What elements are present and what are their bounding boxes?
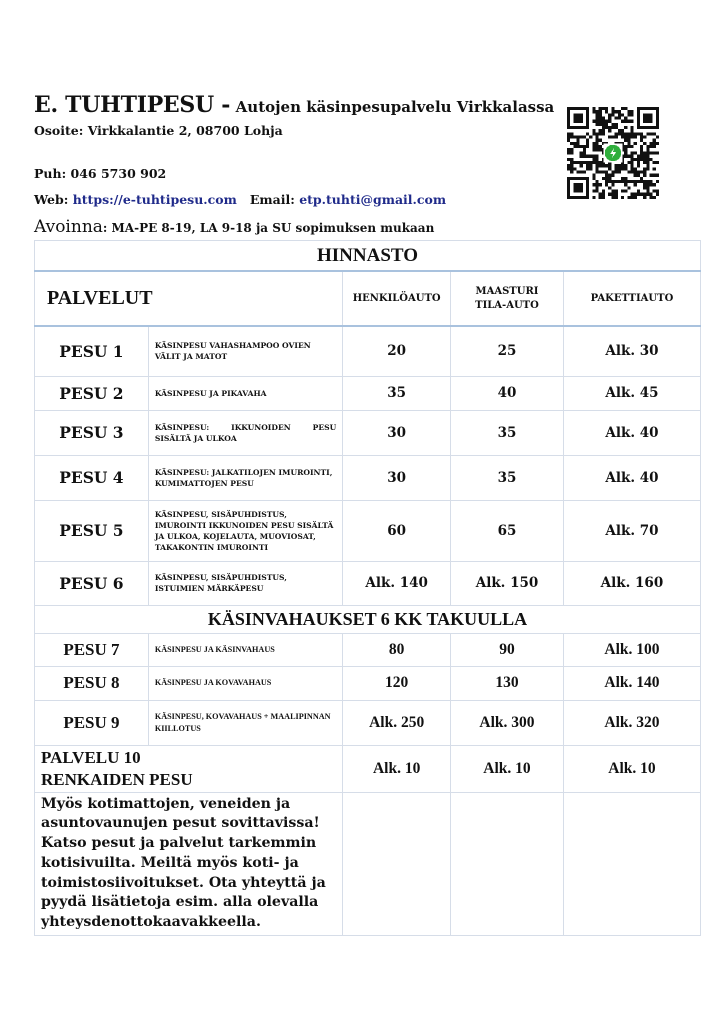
table-row xyxy=(35,561,701,605)
service-name: PESU 4 xyxy=(35,455,149,500)
price-table xyxy=(34,240,701,936)
web-link[interactable]: https://e-tuhtipesu.com xyxy=(72,192,237,207)
price-cell: 20 xyxy=(343,326,451,376)
price-cell: Alk. 140 xyxy=(343,561,451,605)
empty-cell xyxy=(451,792,564,936)
column-header-suv xyxy=(451,271,564,326)
hours-label: Avoinna xyxy=(34,217,103,237)
info-note: Myös kotimattojen, veneiden ja asuntovaunujen pesut sovittavissa! Katso pesut ja palvelut tarkemmin kotisivuilta. Meiltä myös koti- ja toimistosiivoitukset. Ota yhteyttä ja pyydä lisätietoja esim. alla olevalla yhteysdenottokaavakkeella. xyxy=(35,792,343,936)
price-cell: Alk. 70 xyxy=(563,500,700,561)
column-header-suv-line1: MAASTURI xyxy=(475,285,539,297)
email-label: Email: xyxy=(249,192,295,207)
price-cell: Alk. 10 xyxy=(451,745,564,792)
service-description: KÄSINPESU, SISÄPUHDISTUS, ISTUIMIEN MÄRKÄPESU xyxy=(148,561,342,605)
table-row xyxy=(35,500,701,561)
price-cell: Alk. 30 xyxy=(563,326,700,376)
price-cell: 40 xyxy=(451,376,564,410)
table-row xyxy=(35,376,701,410)
table-row xyxy=(35,700,701,745)
price-cell: Alk. 160 xyxy=(563,561,700,605)
opening-hours xyxy=(34,217,434,237)
empty-cell xyxy=(343,792,451,936)
column-header-car-text: HENKILÖAUTO xyxy=(352,292,441,304)
price-cell: Alk. 320 xyxy=(563,700,700,745)
column-header-suv-line2: TILA-AUTO xyxy=(475,299,539,311)
web-label: Web: xyxy=(34,192,69,207)
email-link[interactable]: etp.tuhti@gmail.com xyxy=(299,192,447,207)
service-10-name xyxy=(35,745,343,792)
price-cell: Alk. 250 xyxy=(343,700,451,745)
price-cell: 90 xyxy=(451,633,564,666)
phone: Puh: 046 5730 902 xyxy=(34,166,167,181)
service-description: KÄSINPESU JA KOVAVAHAUS xyxy=(148,666,342,700)
price-cell: Alk. 45 xyxy=(563,376,700,410)
service-description: KÄSINPESU: IKKUNOIDEN PESU SISÄLTÄ JA ULKOA xyxy=(148,410,342,455)
price-cell: Alk. 150 xyxy=(451,561,564,605)
service-name: PESU 1 xyxy=(35,326,149,376)
service-10-line1: PALVELU 10 xyxy=(41,747,141,767)
business-name: E. TUHTIPESU - xyxy=(34,92,231,118)
service-name: PESU 6 xyxy=(35,561,149,605)
table-row xyxy=(35,666,701,700)
price-cell: 120 xyxy=(343,666,451,700)
price-cell: 80 xyxy=(343,633,451,666)
price-cell: 130 xyxy=(451,666,564,700)
hours-value: : MA-PE 8-19, LA 9-18 ja SU sopimuksen mukaan xyxy=(102,221,435,235)
page-title xyxy=(34,92,554,118)
table-row xyxy=(35,455,701,500)
empty-cell xyxy=(563,792,700,936)
column-header-van-text: PAKETTIAUTO xyxy=(590,292,674,304)
service-name: PESU 2 xyxy=(35,376,149,410)
price-cell: Alk. 10 xyxy=(343,745,451,792)
table-row xyxy=(35,633,701,666)
service-description: KÄSINPESU VAHASHAMPOO OVIEN VÄLIT JA MATOT xyxy=(148,326,342,376)
address: Osoite: Virkkalantie 2, 08700 Lohja xyxy=(34,123,283,138)
service-name: PESU 5 xyxy=(35,500,149,561)
price-cell: Alk. 300 xyxy=(451,700,564,745)
service-description: KÄSINPESU JA PIKAVAHA xyxy=(148,376,342,410)
price-cell: Alk. 100 xyxy=(563,633,700,666)
column-header-car xyxy=(343,271,451,326)
tagline: Autojen käsinpesupalvelu Virkkalassa xyxy=(235,98,555,116)
service-description: KÄSINPESU: JALKATILOJEN IMUROINTI, KUMIMATTOJEN PESU xyxy=(148,455,342,500)
price-cell: 60 xyxy=(343,500,451,561)
table-row xyxy=(35,410,701,455)
pricelist-title: HINNASTO xyxy=(35,241,701,272)
price-cell: 30 xyxy=(343,455,451,500)
service-name: PESU 7 xyxy=(35,633,149,666)
price-cell: 30 xyxy=(343,410,451,455)
service-10-line2: RENKAIDEN PESU xyxy=(41,769,193,789)
service-description: KÄSINPESU, SISÄPUHDISTUS, IMUROINTI IKKUNOIDEN PESU SISÄLTÄ JA ULKOA, KOJELAUTA, MUOVIOSAT, TAKAKONTIN IMUROINTI xyxy=(148,500,342,561)
price-cell: Alk. 10 xyxy=(563,745,700,792)
price-cell: Alk. 140 xyxy=(563,666,700,700)
price-cell: 35 xyxy=(343,376,451,410)
price-cell: 65 xyxy=(451,500,564,561)
service-description: KÄSINPESU JA KÄSINVAHAUS xyxy=(148,633,342,666)
price-cell: Alk. 40 xyxy=(563,455,700,500)
service-name: PESU 3 xyxy=(35,410,149,455)
price-cell: 25 xyxy=(451,326,564,376)
service-name: PESU 9 xyxy=(35,700,149,745)
wax-section-title: KÄSINVAHAUKSET 6 KK TAKUULLA xyxy=(35,605,701,633)
column-header-van xyxy=(563,271,700,326)
table-row xyxy=(35,326,701,376)
services-header: PALVELUT xyxy=(35,271,343,326)
contact-line xyxy=(34,192,446,207)
price-cell: Alk. 40 xyxy=(563,410,700,455)
price-cell: 35 xyxy=(451,455,564,500)
price-cell: 35 xyxy=(451,410,564,455)
service-name: PESU 8 xyxy=(35,666,149,700)
qr-code-icon[interactable] xyxy=(567,107,659,199)
service-description: KÄSINPESU, KOVAVAHAUS + MAALIPINNAN KIILLOTUS xyxy=(148,700,342,745)
